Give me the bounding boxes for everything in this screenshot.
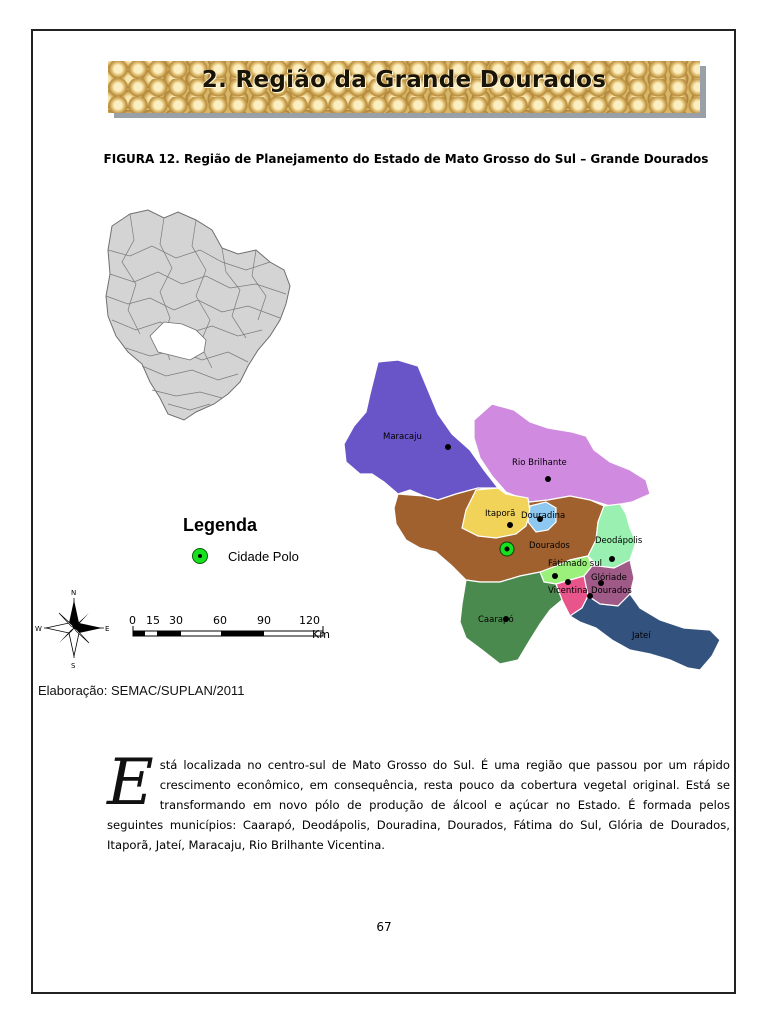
page-number: 67 bbox=[376, 920, 392, 934]
label-rio-brilhante: Rio Brilhante bbox=[512, 458, 567, 468]
city-marker-dourados-center bbox=[505, 547, 510, 552]
compass-e: E bbox=[105, 625, 110, 633]
scale-tick-30: 30 bbox=[169, 614, 183, 627]
state-outline bbox=[106, 210, 290, 420]
scale-tick-15: 15 bbox=[146, 614, 160, 627]
city-marker-itapora bbox=[507, 522, 513, 528]
city-marker-deodapolis bbox=[609, 556, 615, 562]
scale-tick-0: 0 bbox=[129, 614, 136, 627]
label-deodapolis: Deodápolis bbox=[595, 536, 643, 546]
legend-label: Cidade Polo bbox=[228, 548, 299, 564]
compass-n: N bbox=[71, 589, 77, 597]
label-caarapo: Caarapó bbox=[478, 615, 514, 625]
label-dourados: Dourados bbox=[529, 541, 570, 551]
scale-tick-60: 60 bbox=[213, 614, 227, 627]
scale-bar bbox=[129, 614, 330, 641]
scale-unit: Km bbox=[312, 628, 330, 641]
body-text: stá localizada no centro-sul de Mato Grosso do Sul. É uma região que passou por um rápido crescimento econômico, em consequência, resta pouco da cobertura vegetal original. Está se transformando em novo pólo de produção de álcool e açúcar no Estado. É formada pelos seguintes municípios: Caarapó, Deodápolis, Douradina, Dourados, Fátima do Sul, Glória de Dourados, Itaporã, Jateí, Maracaju, Rio Brilhante Vicentina. bbox=[107, 758, 730, 852]
state-inset-map bbox=[106, 210, 290, 420]
city-marker-fatima bbox=[552, 573, 558, 579]
section-title: 2. Região da Grande Dourados bbox=[201, 67, 607, 93]
compass-s: S bbox=[71, 662, 76, 670]
body-paragraph bbox=[107, 746, 730, 855]
label-itapora: Itaporã bbox=[485, 509, 516, 519]
scale-tick-120: 120 bbox=[299, 614, 320, 627]
label-douradina: Douradina bbox=[521, 511, 566, 521]
drop-cap: E bbox=[107, 746, 154, 820]
label-gloria-1: Glóriade bbox=[591, 573, 627, 583]
city-marker-vicentina bbox=[565, 579, 571, 585]
label-fatima: Fátimado sul bbox=[548, 559, 602, 569]
legend-item-cidade-polo bbox=[192, 548, 299, 564]
figure-credit: Elaboração: SEMAC/SUPLAN/2011 bbox=[38, 683, 245, 698]
compass-w: W bbox=[35, 625, 42, 633]
legend-title: Legenda bbox=[183, 515, 258, 535]
city-marker-rio-brilhante bbox=[545, 476, 551, 482]
label-gloria-2: Dourados bbox=[591, 586, 632, 596]
label-vicentina: Vicentina bbox=[548, 586, 588, 596]
figure-caption: FIGURA 12. Região de Planejamento do Estado de Mato Grosso do Sul – Grande Dourados bbox=[103, 152, 709, 166]
label-maracaju: Maracaju bbox=[383, 432, 422, 442]
scale-tick-90: 90 bbox=[257, 614, 271, 627]
cidade-polo-icon bbox=[192, 548, 208, 564]
label-jatei: Jateí bbox=[632, 631, 651, 641]
city-marker-maracaju bbox=[445, 444, 451, 450]
compass-rose-icon bbox=[35, 589, 109, 670]
